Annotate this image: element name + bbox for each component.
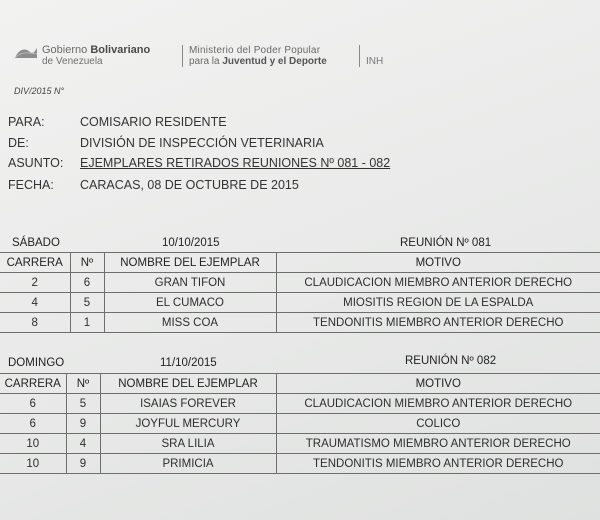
nombre-cell: ISAIAS FOREVER: [100, 394, 276, 414]
letterhead-divider: [182, 45, 183, 67]
carrera-cell: 6: [0, 394, 66, 414]
section-date: 10/10/2015: [162, 237, 220, 249]
reference-number: DIV/2015 N°: [14, 86, 65, 96]
carrera-cell: 8: [0, 313, 70, 333]
numero-cell: 9: [66, 414, 100, 434]
motivo-cell: CLAUDICACION MIEMBRO ANTERIOR DERECHO: [276, 273, 600, 293]
numero-cell: 5: [70, 293, 104, 313]
table-row: [0, 273, 600, 293]
column-header: NOMBRE DEL EJEMPLAR: [104, 253, 276, 273]
table-row: [0, 434, 600, 454]
ministry-line1: Ministerio del Poder Popular: [189, 45, 321, 56]
table-header-row: [0, 374, 600, 394]
motivo-cell: CLAUDICACION MIEMBRO ANTERIOR DERECHO: [276, 394, 600, 414]
gov-country: de Venezuela: [42, 56, 103, 67]
numero-cell: 1: [70, 313, 104, 333]
section-date: 11/10/2015: [160, 357, 217, 369]
carrera-cell: 10: [0, 454, 66, 474]
letterhead-divider: [359, 45, 360, 67]
nombre-cell: PRIMICIA: [100, 454, 276, 474]
numero-cell: 5: [66, 394, 100, 414]
para-label: PARA:: [8, 115, 45, 129]
carrera-cell: 10: [0, 434, 66, 454]
carrera-cell: 4: [0, 293, 70, 313]
numero-cell: 4: [66, 434, 100, 454]
de-value: DIVISIÓN DE INSPECCIÓN VETERINARIA: [80, 136, 324, 150]
fecha-value: CARACAS, 08 DE OCTUBRE DE 2015: [80, 178, 299, 192]
fecha-label: FECHA:: [8, 178, 54, 192]
motivo-cell: COLICO: [276, 414, 600, 434]
letterhead: [14, 44, 434, 70]
nombre-cell: GRAN TIFON: [104, 273, 276, 293]
government-logo-icon: [14, 46, 38, 60]
carrera-cell: 2: [0, 273, 70, 293]
column-header: Nº: [70, 253, 104, 273]
nombre-cell: JOYFUL MERCURY: [100, 414, 276, 434]
motivo-cell: TENDONITIS MIEMBRO ANTERIOR DERECHO: [276, 454, 600, 474]
table-row: [0, 454, 600, 474]
column-header: MOTIVO: [276, 374, 600, 394]
de-label: DE:: [8, 136, 29, 150]
table-row: [0, 293, 600, 313]
section-meeting: REUNIÓN Nº 082: [405, 355, 497, 367]
table-row: [0, 313, 600, 333]
table-header-row: [0, 253, 600, 273]
numero-cell: 9: [66, 454, 100, 474]
motivo-cell: TENDONITIS MIEMBRO ANTERIOR DERECHO: [276, 313, 600, 333]
section-day: DOMINGO: [8, 357, 65, 369]
section-day: SÁBADO: [12, 237, 60, 249]
agency-acronym: INH: [366, 56, 384, 67]
column-header: CARRERA: [0, 374, 66, 394]
asunto-value: EJEMPLARES RETIRADOS REUNIONES Nº 081 - 082: [80, 156, 391, 170]
motivo-cell: TRAUMATISMO MIEMBRO ANTERIOR DERECHO: [276, 434, 600, 454]
nombre-cell: MISS COA: [104, 313, 276, 333]
numero-cell: 6: [70, 273, 104, 293]
asunto-label: ASUNTO:: [8, 156, 64, 170]
withdrawn-table-082: [0, 373, 600, 474]
table-row: [0, 394, 600, 414]
table-row: [0, 414, 600, 434]
carrera-cell: 6: [0, 414, 66, 434]
withdrawn-table-081: [0, 252, 600, 333]
para-value: COMISARIO RESIDENTE: [80, 115, 227, 129]
nombre-cell: EL CUMACO: [104, 293, 276, 313]
nombre-cell: SRA LILIA: [100, 434, 276, 454]
column-header: MOTIVO: [276, 253, 600, 273]
column-header: CARRERA: [0, 253, 70, 273]
ministry-line2: para la Juventud y el Deporte: [189, 56, 327, 67]
column-header: NOMBRE DEL EJEMPLAR: [100, 374, 276, 394]
gov-name: Gobierno Bolivariano: [42, 44, 151, 56]
column-header: Nº: [66, 374, 100, 394]
section-meeting: REUNIÓN Nº 081: [400, 237, 492, 249]
motivo-cell: MIOSITIS REGION DE LA ESPALDA: [276, 293, 600, 313]
